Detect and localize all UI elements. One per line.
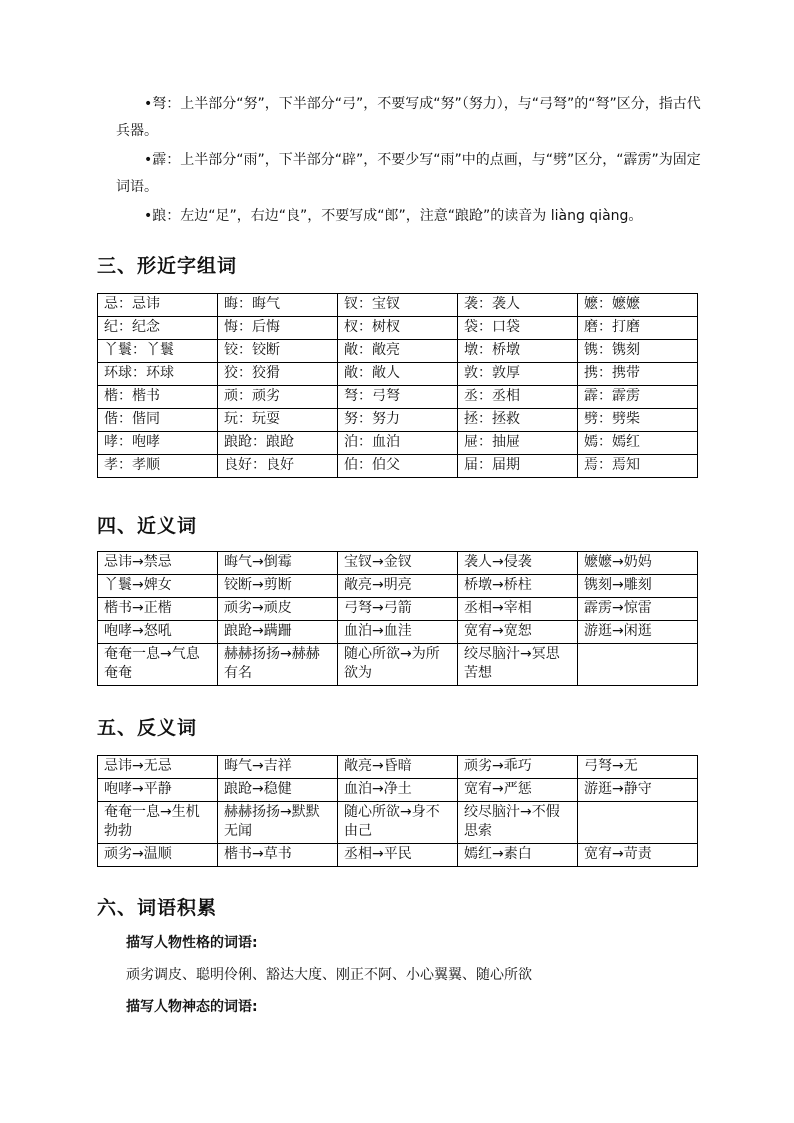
table-cell: 屉：抽屉	[458, 432, 578, 455]
table-row	[98, 844, 698, 867]
table-cell: 楷书→正楷	[98, 598, 218, 621]
table-cell: 游逛→静守	[578, 779, 698, 802]
table-row	[98, 409, 698, 432]
table-cell: 铰断→剪断	[218, 575, 338, 598]
table-cell: 血泊→血洼	[338, 621, 458, 644]
table-cell: 玩：玩耍	[218, 409, 338, 432]
table-cell: 偕：偕同	[98, 409, 218, 432]
table-cell: 顽劣→温顺	[98, 844, 218, 867]
table-row	[98, 802, 698, 844]
table-cell: 丫鬟：丫鬟	[98, 340, 218, 363]
table-cell: 晦气→倒霉	[218, 552, 338, 575]
table-cell: 血泊→净土	[338, 779, 458, 802]
table-row	[98, 317, 698, 340]
table-cell: 随心所欲→身不由己	[338, 802, 458, 844]
table-cell: 嬷：嬷嬷	[578, 294, 698, 317]
table-cell: 敞：敞亮	[338, 340, 458, 363]
table-cell: 绞尽脑汁→冥思苦想	[458, 644, 578, 686]
table-cell: 宽宥→苛责	[578, 844, 698, 867]
table-cell: 顽劣→乖巧	[458, 756, 578, 779]
table-cell: 良好：良好	[218, 455, 338, 478]
antonyms-table	[97, 755, 698, 867]
table-row	[98, 432, 698, 455]
personality-words-label: 描写人物性格的词语:	[126, 935, 258, 951]
table-cell: 镌刻→雕刻	[578, 575, 698, 598]
table-cell: 狡：狡猾	[218, 363, 338, 386]
table-cell: 袭人→侵袭	[458, 552, 578, 575]
table-cell: 纪：纪念	[98, 317, 218, 340]
table-row	[98, 598, 698, 621]
table-row	[98, 644, 698, 686]
table-cell: 踉跄→稳健	[218, 779, 338, 802]
table-cell: 镌：镌刻	[578, 340, 698, 363]
table-cell: 嫣红→素白	[458, 844, 578, 867]
table-cell: 丫鬟→婢女	[98, 575, 218, 598]
table-cell: 楷书→草书	[218, 844, 338, 867]
table-cell: 忌讳→无忌	[98, 756, 218, 779]
table-cell: 焉：焉知	[578, 455, 698, 478]
table-cell: 绞尽脑汁→不假思索	[458, 802, 578, 844]
table-row	[98, 621, 698, 644]
section-heading-antonyms: 五、反义词	[97, 717, 198, 739]
table-cell: 铰：铰断	[218, 340, 338, 363]
table-cell: 袋：口袋	[458, 317, 578, 340]
table-cell: 敦：敦厚	[458, 363, 578, 386]
table-cell: 咆哮→平静	[98, 779, 218, 802]
table-cell: 墩：桥墩	[458, 340, 578, 363]
table-cell: 楷：楷书	[98, 386, 218, 409]
table-cell: 努：努力	[338, 409, 458, 432]
table-row	[98, 575, 698, 598]
table-row	[98, 294, 698, 317]
table-cell: 咆哮→怒吼	[98, 621, 218, 644]
table-row	[98, 363, 698, 386]
section-heading-word-accumulation: 六、词语积累	[97, 897, 218, 919]
table-cell: 赫赫扬扬→默默无闻	[218, 802, 338, 844]
note-paragraph-pi: •霹：上半部分“雨”，下半部分“辟”，不要少写“雨”中的点画，与“劈”区分，“霹雳”为固定词语。	[116, 152, 701, 195]
table-cell: 泊：血泊	[338, 432, 458, 455]
table-cell: 赫赫扬扬→赫赫有名	[218, 644, 338, 686]
table-cell: 游逛→闲逛	[578, 621, 698, 644]
table-cell: 嬷嬷→奶妈	[578, 552, 698, 575]
note-paragraph-liang: •踉：左边“足”，右边“良”，不要写成“郎”，注意“踉跄”的读音为 liàng qiàng。	[144, 208, 643, 224]
table-cell: 劈：劈柴	[578, 409, 698, 432]
table-cell: 宝钗→金钗	[338, 552, 458, 575]
table-cell: 敞亮→昏暗	[338, 756, 458, 779]
table-cell: 随心所欲→为所欲为	[338, 644, 458, 686]
table-cell: 弓弩→弓箭	[338, 598, 458, 621]
table-cell: 奄奄一息→生机勃勃	[98, 802, 218, 844]
table-cell: 踉跄→蹒跚	[218, 621, 338, 644]
table-cell: 袭：袭人	[458, 294, 578, 317]
table-cell: 磨：打磨	[578, 317, 698, 340]
table-cell: 丞：丞相	[458, 386, 578, 409]
table-cell: 顽：顽劣	[218, 386, 338, 409]
table-cell: 嫣：嫣红	[578, 432, 698, 455]
table-row	[98, 552, 698, 575]
table-row	[98, 455, 698, 478]
table-cell: 丞相→宰相	[458, 598, 578, 621]
section-heading-similar-characters: 三、形近字组词	[97, 255, 238, 277]
table-cell: 携：携带	[578, 363, 698, 386]
table-row	[98, 340, 698, 363]
expression-words-label: 描写人物神态的词语:	[126, 999, 258, 1015]
table-cell: 哮：咆哮	[98, 432, 218, 455]
table-cell: 霹：霹雳	[578, 386, 698, 409]
table-cell	[578, 802, 698, 844]
table-cell: 忌：忌讳	[98, 294, 218, 317]
table-cell: 丞相→平民	[338, 844, 458, 867]
table-cell: 杈：树杈	[338, 317, 458, 340]
table-cell: 环球：环球	[98, 363, 218, 386]
table-cell: 忌讳→禁忌	[98, 552, 218, 575]
table-cell: 顽劣→顽皮	[218, 598, 338, 621]
table-cell: 奄奄一息→气息奄奄	[98, 644, 218, 686]
table-cell: 桥墩→桥柱	[458, 575, 578, 598]
table-cell: 钗：宝钗	[338, 294, 458, 317]
synonyms-table	[97, 551, 698, 686]
table-row	[98, 756, 698, 779]
table-cell: 晦：晦气	[218, 294, 338, 317]
table-cell: 拯：拯救	[458, 409, 578, 432]
table-row	[98, 386, 698, 409]
personality-words-list: 顽劣调皮、聪明伶俐、豁达大度、刚正不阿、小心翼翼、随心所欲	[126, 967, 532, 983]
note-paragraph-nu: •弩：上半部分“努”，下半部分“弓”，不要写成“努”（努力），与“弓弩”的“弩”区分，指古代兵器。	[116, 96, 701, 139]
table-cell: 踉跄：踉跄	[218, 432, 338, 455]
similar-characters-table	[97, 293, 698, 478]
table-cell: 敞亮→明亮	[338, 575, 458, 598]
table-cell: 伯：伯父	[338, 455, 458, 478]
table-row	[98, 779, 698, 802]
section-heading-synonyms: 四、近义词	[97, 515, 198, 537]
table-cell	[578, 644, 698, 686]
table-cell: 弓弩→无	[578, 756, 698, 779]
table-cell: 悔：后悔	[218, 317, 338, 340]
table-cell: 孝：孝顺	[98, 455, 218, 478]
table-cell: 敞：敞人	[338, 363, 458, 386]
table-cell: 霹雳→惊雷	[578, 598, 698, 621]
table-cell: 宽宥→严惩	[458, 779, 578, 802]
table-cell: 晦气→吉祥	[218, 756, 338, 779]
table-cell: 宽宥→宽恕	[458, 621, 578, 644]
table-cell: 届：届期	[458, 455, 578, 478]
table-cell: 弩：弓弩	[338, 386, 458, 409]
